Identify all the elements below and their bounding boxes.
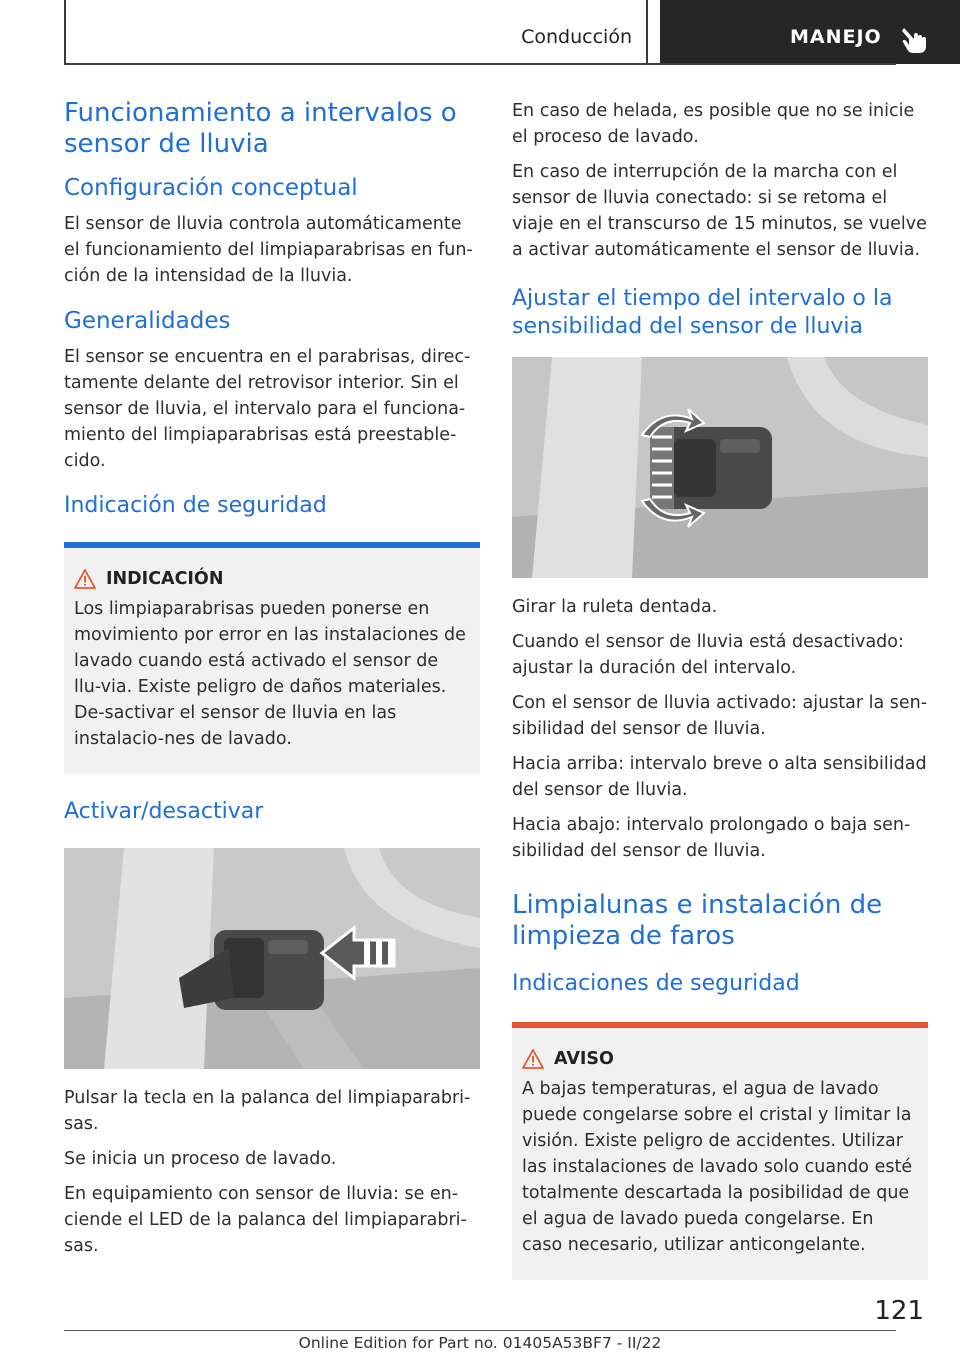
wiper-wheel-photo [512,357,928,578]
footer-edition: Online Edition for Part no. 01405A53BF7 - II/22 [298,1334,662,1352]
paragraph-helada: En caso de helada, es posible que no se inicie el proceso de lavado. [512,101,915,147]
heading-configuracion: Configuración conceptual [64,175,358,201]
header-section-title: Conducción [521,26,632,48]
paragraph-sensor-activado: Con el sensor de lluvia activado: ajustar la sen-sibilidad del sensor de lluvia. [512,693,928,739]
notice-indicacion-label: INDICACIÓN [106,569,224,589]
header-rule [64,63,896,65]
header-chapter-label: MANEJO [790,26,882,48]
notice-aviso-label: AVISO [554,1049,614,1069]
paragraph-girar-ruleta: Girar la ruleta dentada. [512,597,718,617]
wiper-lever-button-photo [64,848,480,1069]
section-title-intervals: Funcionamiento a intervalos o sensor de lluvia [64,98,457,159]
page-number: 121 [874,1296,924,1326]
paragraph-hacia-arriba: Hacia arriba: intervalo breve o alta sensibilidad del sensor de lluvia. [512,754,927,800]
paragraph-led: En equipamiento con sensor de lluvia: se en-ciende el LED de la palanca del limpiaparabri-sas. [64,1184,467,1256]
left-column [64,98,480,1268]
heading-activar-desactivar: Activar/desactivar [64,799,264,824]
paragraph-interrupcion: En caso de interrupción de la marcha con el sensor de lluvia conectado: si se retoma el viaje en el transcurso de 15 minutos, se vuelve a activar automáticamente el sensor de lluvia. [512,162,927,260]
paragraph-proceso-lavado: Se inicia un proceso de lavado. [64,1149,337,1169]
heading-indicacion-seguridad: Indicación de seguridad [64,493,327,518]
paragraph-generalidades: El sensor se encuentra en el parabrisas, direc-tamente delante del retrovisor interior. Sin el sensor de lluvia, el intervalo para el funciona-miento del limpiaparabrisas está preestable-cido. [64,347,471,471]
header-chapter-tab[interactable] [660,0,960,64]
hand-pointer-icon [900,26,926,54]
heading-limpialunas: Limpialunas e instalación de limpieza de faros [512,890,883,951]
notice-aviso-text: A bajas temperaturas, el agua de lavado puede congelarse sobre el cristal y limitar la visión. Existe peligro de accidentes. Utilizar las instalaciones de lavado solo cuando esté totalmente descartada la posibilidad de que el agua de lavado pueda congelarse. En caso necesario, utilizar anticongelante. [522,1079,913,1255]
notice-indicacion [64,542,480,774]
heading-ajustar-intervalo: Ajustar el tiempo del intervalo o la sensibilidad del sensor de lluvia [512,286,893,339]
warning-triangle-icon [522,1048,544,1070]
right-column [512,98,928,1280]
paragraph-sensor-desactivado: Cuando el sensor de lluvia está desactivado: ajustar la duración del intervalo. [512,632,904,678]
footer-rule [64,1330,896,1331]
warning-triangle-icon [74,568,96,590]
notice-aviso [512,1022,928,1280]
paragraph-hacia-abajo: Hacia abajo: intervalo prolongado o baja sen-sibilidad del sensor de lluvia. [512,815,911,861]
notice-indicacion-text: Los limpiaparabrisas pueden ponerse en movimiento por error en las instalaciones de lavado cuando está activado el sensor de llu-via. Existe peligro de daños materiales. De-sactivar el sensor de lluvia en las instalacio-nes de lavado. [74,599,466,749]
paragraph-configuracion: El sensor de lluvia controla automáticamente el funcionamiento del limpiaparabrisas en fun-ción de la intensidad de la lluvia. [64,214,473,286]
header-section-box [64,0,648,64]
heading-indicaciones-seguridad: Indicaciones de seguridad [512,971,800,996]
heading-generalidades: Generalidades [64,308,231,334]
paragraph-pulsar-tecla: Pulsar la tecla en la palanca del limpiaparabri-sas. [64,1088,471,1134]
